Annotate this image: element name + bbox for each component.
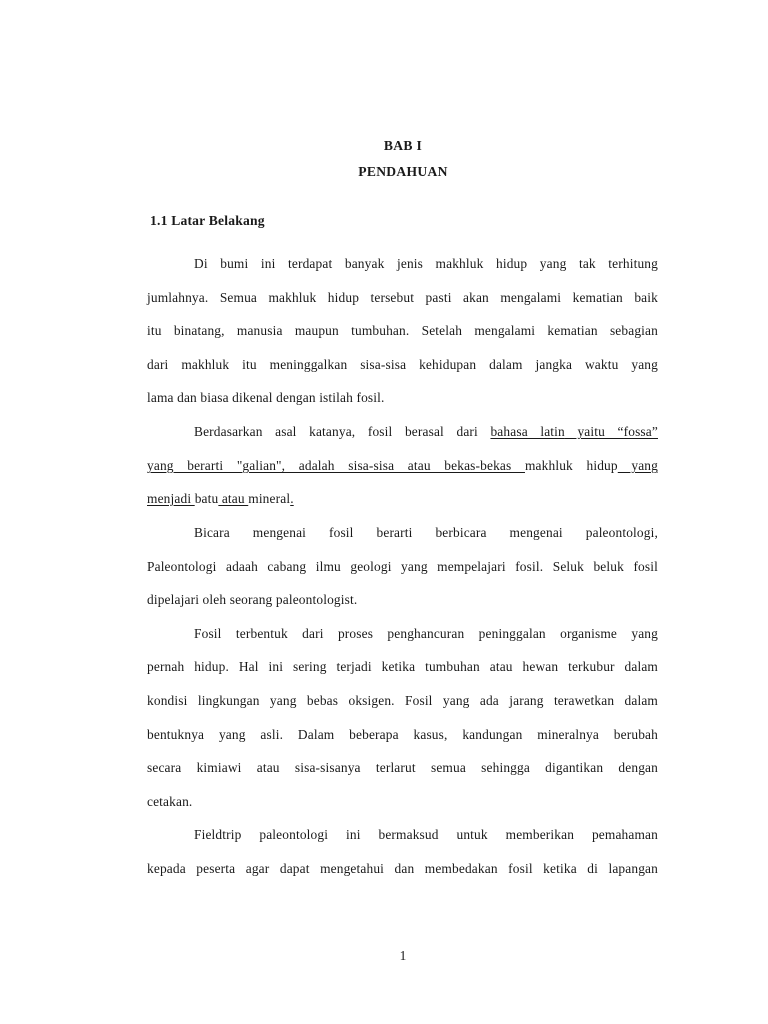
paragraph-line: pernah hidup. Hal ini sering terjadi ketika tumbuhan atau hewan terkubur dalam	[147, 659, 658, 674]
paragraph-line: Bicara mengenai fosil berarti berbicara mengenai paleontologi,	[194, 525, 658, 540]
paragraph-line: itu binatang, manusia maupun tumbuhan. Setelah mengalami kematian sebagian	[147, 323, 658, 338]
paragraph-line: secara kimiawi atau sisa-sisanya terlarut semua sehingga digantikan dengan	[147, 760, 658, 775]
paragraph-line: lama dan biasa dikenal dengan istilah fosil.	[147, 390, 385, 405]
paragraph-line: Paleontologi adaah cabang ilmu geologi yang mempelajari fosil. Seluk beluk fosil	[147, 559, 658, 574]
paragraph-line: Fieldtrip paleontologi ini bermaksud untuk memberikan pemahaman	[194, 827, 658, 842]
paragraph-line: dari makhluk itu meninggalkan sisa-sisa kehidupan dalam jangka waktu yang	[147, 357, 658, 372]
paragraph-line: jumlahnya. Semua makhluk hidup tersebut pasti akan mengalami kematian baik	[147, 290, 658, 305]
paragraph-line: Fosil terbentuk dari proses penghancuran peninggalan organisme yang	[194, 626, 658, 641]
chapter-label: BAB I	[383, 138, 423, 153]
paragraph-line: Di bumi ini terdapat banyak jenis makhluk hidup yang tak terhitung	[194, 256, 658, 271]
link-menjadi[interactable]: menjadi	[147, 491, 195, 506]
paragraph-text: batu	[194, 491, 219, 506]
paragraph-line	[147, 456, 658, 476]
paragraph-text: Berdasarkan asal katanya, fosil berasal dari	[194, 424, 491, 439]
link-yang[interactable]: yang	[617, 458, 658, 473]
paragraph-line: kepada peserta agar dapat mengetahui dan membedakan fosil ketika di lapangan	[147, 861, 658, 876]
paragraph-line	[147, 489, 658, 509]
link-atau[interactable]: atau	[218, 491, 249, 506]
paragraph-line: kondisi lingkungan yang bebas oksigen. Fosil yang ada jarang terawetkan dalam	[147, 693, 658, 708]
chapter-title: PENDAHUAN	[358, 164, 448, 179]
paragraph-line: bentuknya yang asli. Dalam beberapa kasus, kandungan mineralnya berubah	[147, 727, 658, 742]
paragraph-line	[194, 422, 658, 442]
link-end[interactable]: .	[290, 491, 294, 506]
link-yaitu-fossa[interactable]: yaitu “fossa”	[564, 424, 658, 439]
paragraph-text: makhluk hidup	[524, 458, 618, 473]
section-title: 1.1 Latar Belakang	[150, 213, 265, 228]
paragraph-line: cetakan.	[147, 794, 193, 809]
page-number: 1	[399, 948, 407, 963]
paragraph-text: mineral	[248, 491, 291, 506]
paragraph-line: dipelajari oleh seorang paleontologist.	[147, 592, 358, 607]
link-bahasa-latin[interactable]: bahasa latin	[490, 424, 565, 439]
link-galian[interactable]: yang berarti "galian", adalah sisa-sisa atau bekas-bekas	[147, 458, 525, 473]
